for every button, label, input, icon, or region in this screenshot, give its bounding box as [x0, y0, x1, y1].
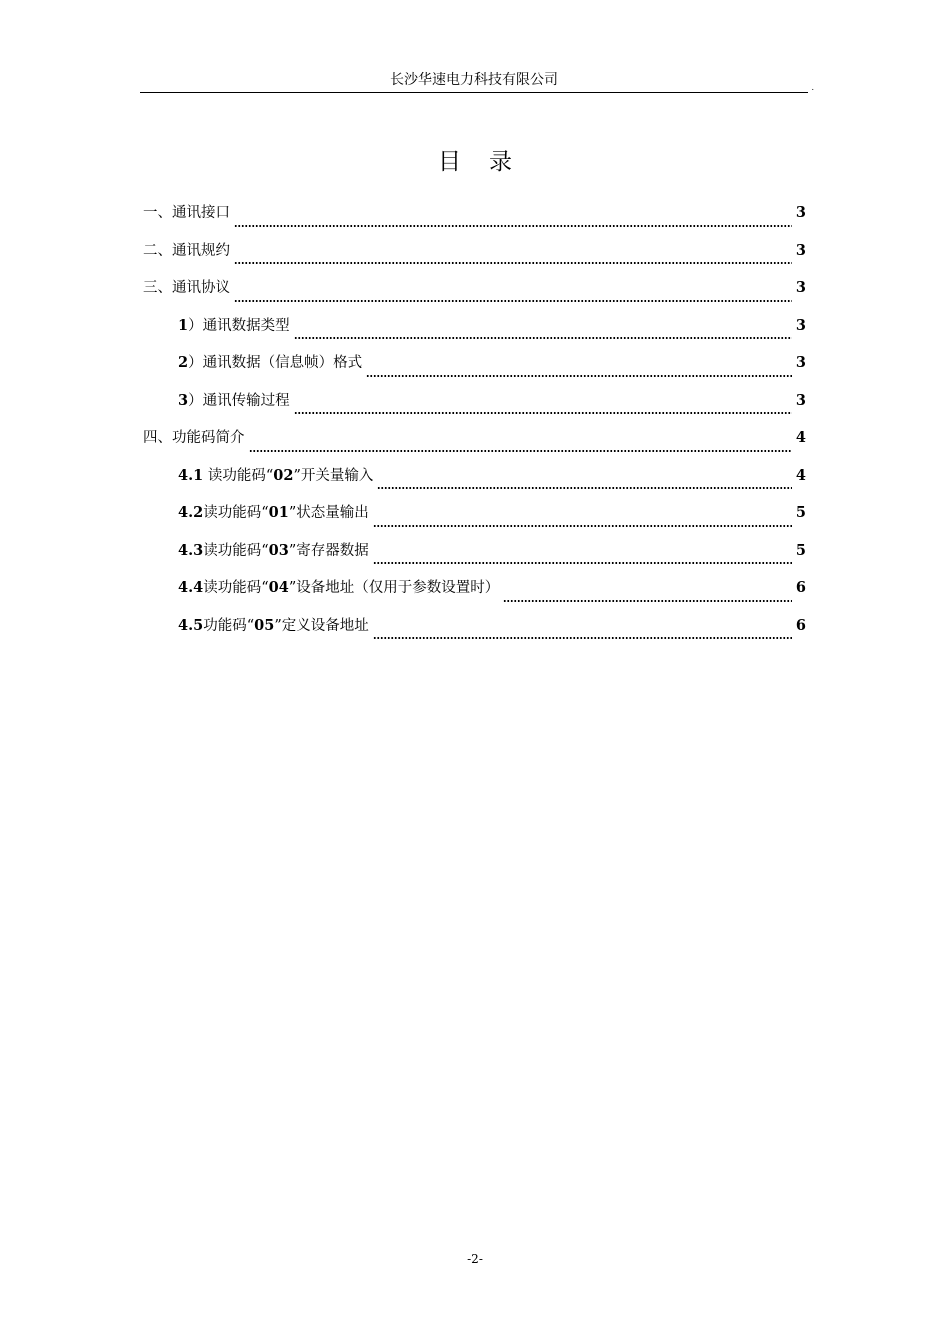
toc-title: 目录: [438, 149, 540, 175]
entry-page: 3: [795, 316, 806, 334]
dot-leader: [294, 336, 792, 340]
toc-entry-function-code-04[interactable]: [143, 579, 806, 617]
function-code: 01: [268, 504, 289, 521]
dot-leader: [373, 636, 792, 640]
table-of-contents: [143, 204, 806, 654]
dot-leader: [294, 411, 792, 415]
dot-leader: [377, 486, 792, 490]
entry-title-prefix: 读功能码“: [203, 467, 274, 484]
dot-leader: [366, 374, 792, 378]
entry-title-suffix: ”定义设备地址: [274, 617, 369, 634]
dot-leader: [234, 261, 792, 265]
entry-title-suffix: ”状态量输出: [288, 505, 369, 521]
toc-entry-function-code-05[interactable]: [143, 617, 806, 655]
toc-entry-communication-protocol[interactable]: [143, 279, 806, 317]
entry-number: 2: [178, 354, 189, 371]
entry-number: 4.1: [178, 466, 204, 484]
toc-entry-function-codes[interactable]: [143, 429, 806, 467]
toc-entry-function-code-02[interactable]: [143, 467, 806, 505]
header-mark: .: [811, 83, 814, 92]
toc-entry-function-code-03[interactable]: [143, 542, 806, 580]
entry-page: 3: [795, 241, 806, 259]
entry-title: 二、通讯规约: [143, 242, 230, 259]
entry-title: ）通讯传输过程: [188, 392, 290, 409]
dot-leader: [234, 224, 792, 228]
toc-entry-data-types[interactable]: [143, 317, 806, 355]
entry-number: 4.3: [178, 541, 204, 559]
toc-entry-transfer-process[interactable]: [143, 392, 806, 430]
entry-title-prefix: 读功能码“: [203, 542, 269, 559]
entry-number: 4.4: [178, 579, 204, 596]
entry-number: 4.5: [178, 616, 204, 634]
entry-page: 4: [795, 466, 806, 484]
entry-title: ）通讯数据类型: [188, 317, 290, 334]
entry-page: 5: [795, 541, 806, 559]
entry-page: 3: [795, 204, 806, 221]
dot-leader: [373, 561, 792, 565]
entry-number: 3: [178, 391, 189, 409]
entry-title: 一、通讯接口: [143, 205, 230, 221]
entry-page: 3: [795, 279, 806, 296]
toc-entry-communication-interface[interactable]: [143, 204, 806, 242]
company-name: 长沙华速电力科技有限公司: [390, 72, 558, 88]
function-code: 03: [268, 541, 289, 559]
entry-page: 4: [795, 429, 806, 446]
dot-leader: [234, 299, 792, 303]
entry-title-prefix: 读功能码“: [203, 505, 269, 521]
entry-page: 6: [795, 616, 806, 634]
dot-leader: [249, 449, 792, 453]
entry-title-suffix: ”寄存器数据: [288, 542, 369, 559]
dot-leader: [503, 599, 792, 603]
function-code: 02: [273, 466, 294, 484]
page-header: [140, 70, 814, 93]
entry-number: 1: [178, 316, 189, 334]
entry-number: 4.2: [178, 504, 204, 521]
page-number: -2-: [467, 1252, 483, 1266]
dot-leader: [373, 524, 792, 528]
function-code: 04: [268, 579, 289, 596]
toc-entry-frame-format[interactable]: [143, 354, 806, 392]
entry-title: ）通讯数据（信息帧）格式: [188, 355, 363, 371]
toc-entry-communication-protocol-spec[interactable]: [143, 242, 806, 280]
entry-title-prefix: 功能码“: [203, 617, 255, 634]
entry-title-suffix: ”开关量输入: [293, 467, 374, 484]
function-code: 05: [254, 616, 275, 634]
entry-title-suffix: ”设备地址（仅用于参数设置时）: [288, 580, 500, 596]
entry-title-prefix: 读功能码“: [203, 580, 269, 596]
entry-title: 三、通讯协议: [143, 280, 230, 296]
entry-title: 四、功能码简介: [143, 430, 245, 446]
entry-page: 3: [795, 354, 806, 371]
toc-entry-function-code-01[interactable]: [143, 504, 806, 542]
entry-page: 3: [795, 391, 806, 409]
entry-page: 5: [795, 504, 806, 521]
entry-page: 6: [795, 579, 806, 596]
